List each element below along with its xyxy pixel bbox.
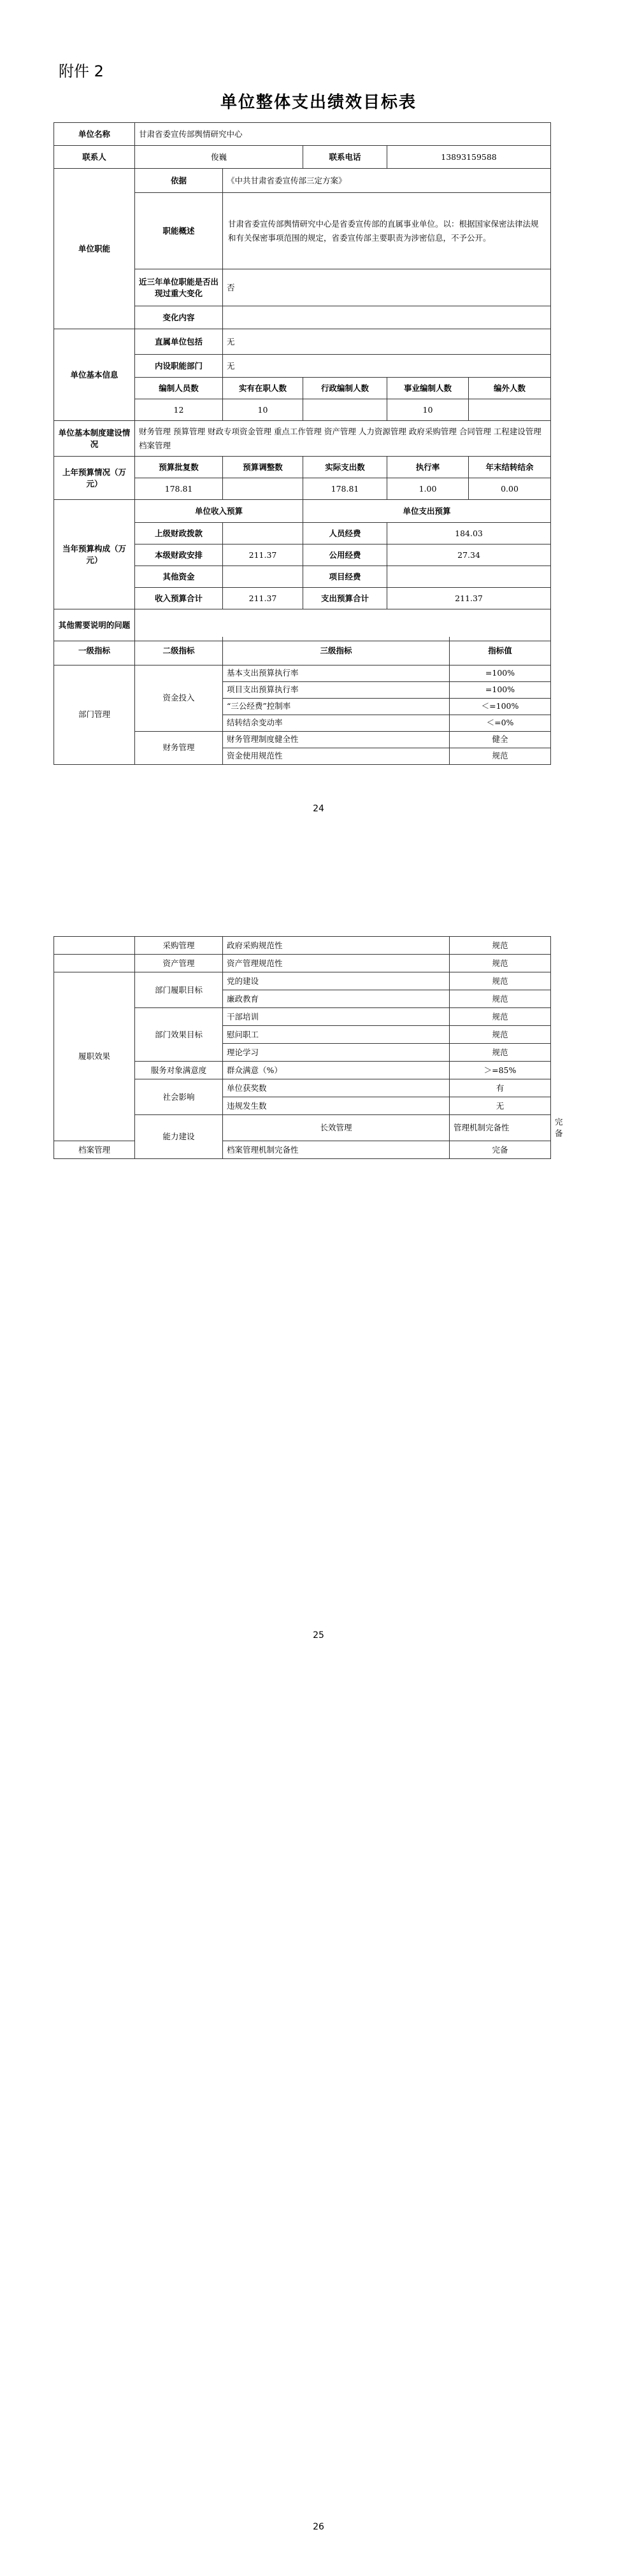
performance-table-part-1 — [54, 122, 551, 641]
expense-item-label: 项目经费 — [303, 566, 387, 588]
prev-budget-header: 年末结转结余 — [469, 457, 551, 478]
staff-header: 实有在职人数 — [223, 378, 303, 399]
indicator-header-row — [54, 637, 551, 665]
expense-item-label: 人员经费 — [303, 523, 387, 544]
level3-name: 资产管理规范性 — [223, 955, 450, 972]
duty-change-q-value: 否 — [223, 269, 551, 306]
indicator-header: 三级指标 — [223, 637, 450, 665]
indicator-value: 规范 — [450, 1044, 551, 1062]
duty-change-content-label: 变化内容 — [135, 306, 223, 329]
level3-name: 管理机制完备性 — [450, 1115, 551, 1141]
level3-name: 理论学习 — [223, 1044, 450, 1062]
level3-name: 结转结余变动率 — [223, 715, 450, 731]
prev-budget-value — [223, 478, 303, 500]
indicator-value: ＜=0% — [450, 715, 551, 731]
duty-basis-value: 《中共甘肃省委宣传部三定方案》 — [223, 169, 551, 193]
duty-change-content-value — [223, 306, 551, 329]
other-note-row — [54, 609, 551, 641]
staff-header: 事业编制人数 — [387, 378, 469, 399]
income-item-value — [223, 566, 303, 588]
prev-budget-label: 上年预算情况（万元） — [54, 457, 135, 500]
prev-budget-header: 预算调整数 — [223, 457, 303, 478]
level2-long-mgmt: 长效管理 — [223, 1115, 450, 1141]
level2-social: 社会影响 — [135, 1079, 223, 1115]
level2-asset-mgmt: 资产管理 — [135, 955, 223, 972]
indicator-value: 完备 — [450, 1141, 551, 1159]
income-item-value: 211.37 — [223, 544, 303, 566]
duty-basis-label: 依据 — [135, 169, 223, 193]
level3-name: 廉政教育 — [223, 990, 450, 1008]
indicator-value: 健全 — [450, 731, 551, 748]
expense-item-value: 211.37 — [387, 588, 551, 609]
indicator-header: 指标值 — [450, 637, 551, 665]
indicator-value: 有 — [450, 1079, 551, 1097]
staff-value: 10 — [387, 399, 469, 421]
page-title: 单位整体支出绩效目标表 — [220, 93, 417, 112]
income-item-label: 其他资金 — [135, 566, 223, 588]
level3-name: 慰问职工 — [223, 1026, 450, 1044]
system-label: 单位基本制度建设情况 — [54, 421, 135, 457]
level1-capacity: 能力建设 — [135, 1115, 223, 1159]
level3-name: 基本支出预算执行率 — [223, 665, 450, 681]
indicator-value: 规范 — [450, 955, 551, 972]
level3-name: 政府采购规范性 — [223, 937, 450, 955]
staff-value: 10 — [223, 399, 303, 421]
prev-budget-header-row — [54, 457, 551, 478]
duty-change-q-label: 近三年单位职能是否出现过重大变化 — [135, 269, 223, 306]
level3-name: 党的建设 — [223, 972, 450, 990]
indicator-value: 规范 — [450, 972, 551, 990]
indicator-value: 规范 — [450, 937, 551, 955]
indicator-row — [54, 665, 551, 681]
level1-dept-mgmt: 部门管理 — [54, 665, 135, 764]
internal-depts-label: 内设职能部门 — [135, 355, 223, 378]
staff-value: 12 — [135, 399, 223, 421]
system-value: 财务管理 预算管理 财政专项资金管理 重点工作管理 资产管理 人力资源管理 政府采购管理 合同管理 工程建设管理 档案管理 — [135, 421, 551, 457]
indicator-header: 一级指标 — [54, 637, 135, 665]
indicator-value: 规范 — [450, 1026, 551, 1044]
staff-value — [469, 399, 551, 421]
indicator-row — [54, 1141, 551, 1159]
page-number: 26 — [313, 2522, 324, 2532]
level3-name: 档案管理机制完备性 — [223, 1141, 450, 1159]
level2-fund-input: 资金投入 — [135, 665, 223, 731]
curr-budget-title-row — [54, 500, 551, 523]
income-item-value — [223, 523, 303, 544]
page-number: 25 — [313, 1630, 324, 1640]
unit-name-label: 单位名称 — [54, 123, 135, 146]
unit-name-value: 甘肃省委宣传部舆情研究中心 — [135, 123, 551, 146]
direct-units-value: 无 — [223, 329, 551, 355]
contact-label: 联系人 — [54, 146, 135, 169]
indicator-value: ＜=100% — [450, 698, 551, 715]
phone-label: 联系电话 — [303, 146, 387, 169]
expense-budget-title: 单位支出预算 — [303, 500, 551, 523]
indicator-value: 无 — [450, 1097, 551, 1115]
income-item-value: 211.37 — [223, 588, 303, 609]
indicator-value: 规范 — [450, 748, 551, 764]
level1-perf: 履职效果 — [54, 972, 135, 1141]
curr-budget-label: 当年预算构成（万元） — [54, 500, 135, 609]
staff-header: 行政编制人数 — [303, 378, 387, 399]
level3-name: 群众满意（%） — [223, 1062, 450, 1079]
prev-budget-value: 178.81 — [135, 478, 223, 500]
prev-budget-value: 178.81 — [303, 478, 387, 500]
level3-name: 财务管理制度健全性 — [223, 731, 450, 748]
direct-units-row — [54, 329, 551, 355]
staff-value — [303, 399, 387, 421]
indicator-value: 规范 — [450, 1008, 551, 1026]
phone-value: 13893159588 — [387, 146, 551, 169]
staff-header: 编制人员数 — [135, 378, 223, 399]
indicator-row — [54, 955, 551, 972]
indicator-header: 二级指标 — [135, 637, 223, 665]
level3-name: “三公经费”控制率 — [223, 698, 450, 715]
indicator-value: 规范 — [450, 990, 551, 1008]
prev-budget-value: 1.00 — [387, 478, 469, 500]
income-item-label: 上级财政拨款 — [135, 523, 223, 544]
level1-dept-mgmt-cont — [54, 955, 135, 972]
duty-overview-label: 职能概述 — [135, 193, 223, 269]
unit-name-row — [54, 123, 551, 146]
indicator-table-part-1 — [54, 637, 551, 765]
income-budget-title: 单位收入预算 — [135, 500, 303, 523]
level3-name: 资金使用规范性 — [223, 748, 450, 764]
attachment-label: 附件 2 — [59, 62, 104, 80]
level3-name: 项目支出预算执行率 — [223, 681, 450, 698]
indicator-value: =100% — [450, 681, 551, 698]
indicator-row: 能力建设 长效管理 管理机制完备性 完备 — [54, 1115, 551, 1141]
staff-header: 编外人数 — [469, 378, 551, 399]
prev-budget-value: 0.00 — [469, 478, 551, 500]
level3-name: 单位获奖数 — [223, 1079, 450, 1097]
duty-label: 单位职能 — [54, 169, 135, 329]
expense-item-label: 公用经费 — [303, 544, 387, 566]
level3-name: 干部培训 — [223, 1008, 450, 1026]
level2-effect-goal: 部门效果目标 — [135, 1008, 223, 1062]
prev-budget-header: 预算批复数 — [135, 457, 223, 478]
indicator-value: ＞=85% — [450, 1062, 551, 1079]
level2-procure-mgmt: 采购管理 — [135, 937, 223, 955]
direct-units-label: 直属单位包括 — [135, 329, 223, 355]
expense-item-value — [387, 566, 551, 588]
other-note-value — [135, 609, 551, 641]
indicator-row — [54, 937, 551, 955]
contact-value: 俊巍 — [135, 146, 303, 169]
duty-basis-row — [54, 169, 551, 193]
indicator-table-part-2 — [54, 936, 563, 1159]
level2-satisfaction: 服务对象满意度 — [135, 1062, 223, 1079]
income-item-label: 收入预算合计 — [135, 588, 223, 609]
level2-finance-mgmt: 财务管理 — [135, 731, 223, 764]
level2-archive-mgmt: 档案管理 — [54, 1141, 135, 1159]
expense-item-value: 184.03 — [387, 523, 551, 544]
level2-duty-goal: 部门履职目标 — [135, 972, 223, 1008]
level1-dept-mgmt-cont — [54, 937, 135, 955]
income-item-label: 本级财政安排 — [135, 544, 223, 566]
expense-item-value: 27.34 — [387, 544, 551, 566]
system-row — [54, 421, 551, 457]
level3-name: 违规发生数 — [223, 1097, 450, 1115]
other-note-label: 其他需要说明的问题 — [54, 609, 135, 641]
page-number: 24 — [313, 804, 324, 814]
indicator-row — [54, 972, 551, 990]
contact-row — [54, 146, 551, 169]
expense-item-label: 支出预算合计 — [303, 588, 387, 609]
indicator-value: =100% — [450, 665, 551, 681]
basic-info-label: 单位基本信息 — [54, 329, 135, 421]
prev-budget-header: 实际支出数 — [303, 457, 387, 478]
duty-overview-value: 甘肃省委宣传部舆情研究中心是省委宣传部的直属事业单位。以：根据国家保密法律法规和有关保密事项范围的规定，省委宣传部主要职责为涉密信息，不予公开。 — [223, 193, 551, 269]
prev-budget-header: 执行率 — [387, 457, 469, 478]
internal-depts-value: 无 — [223, 355, 551, 378]
